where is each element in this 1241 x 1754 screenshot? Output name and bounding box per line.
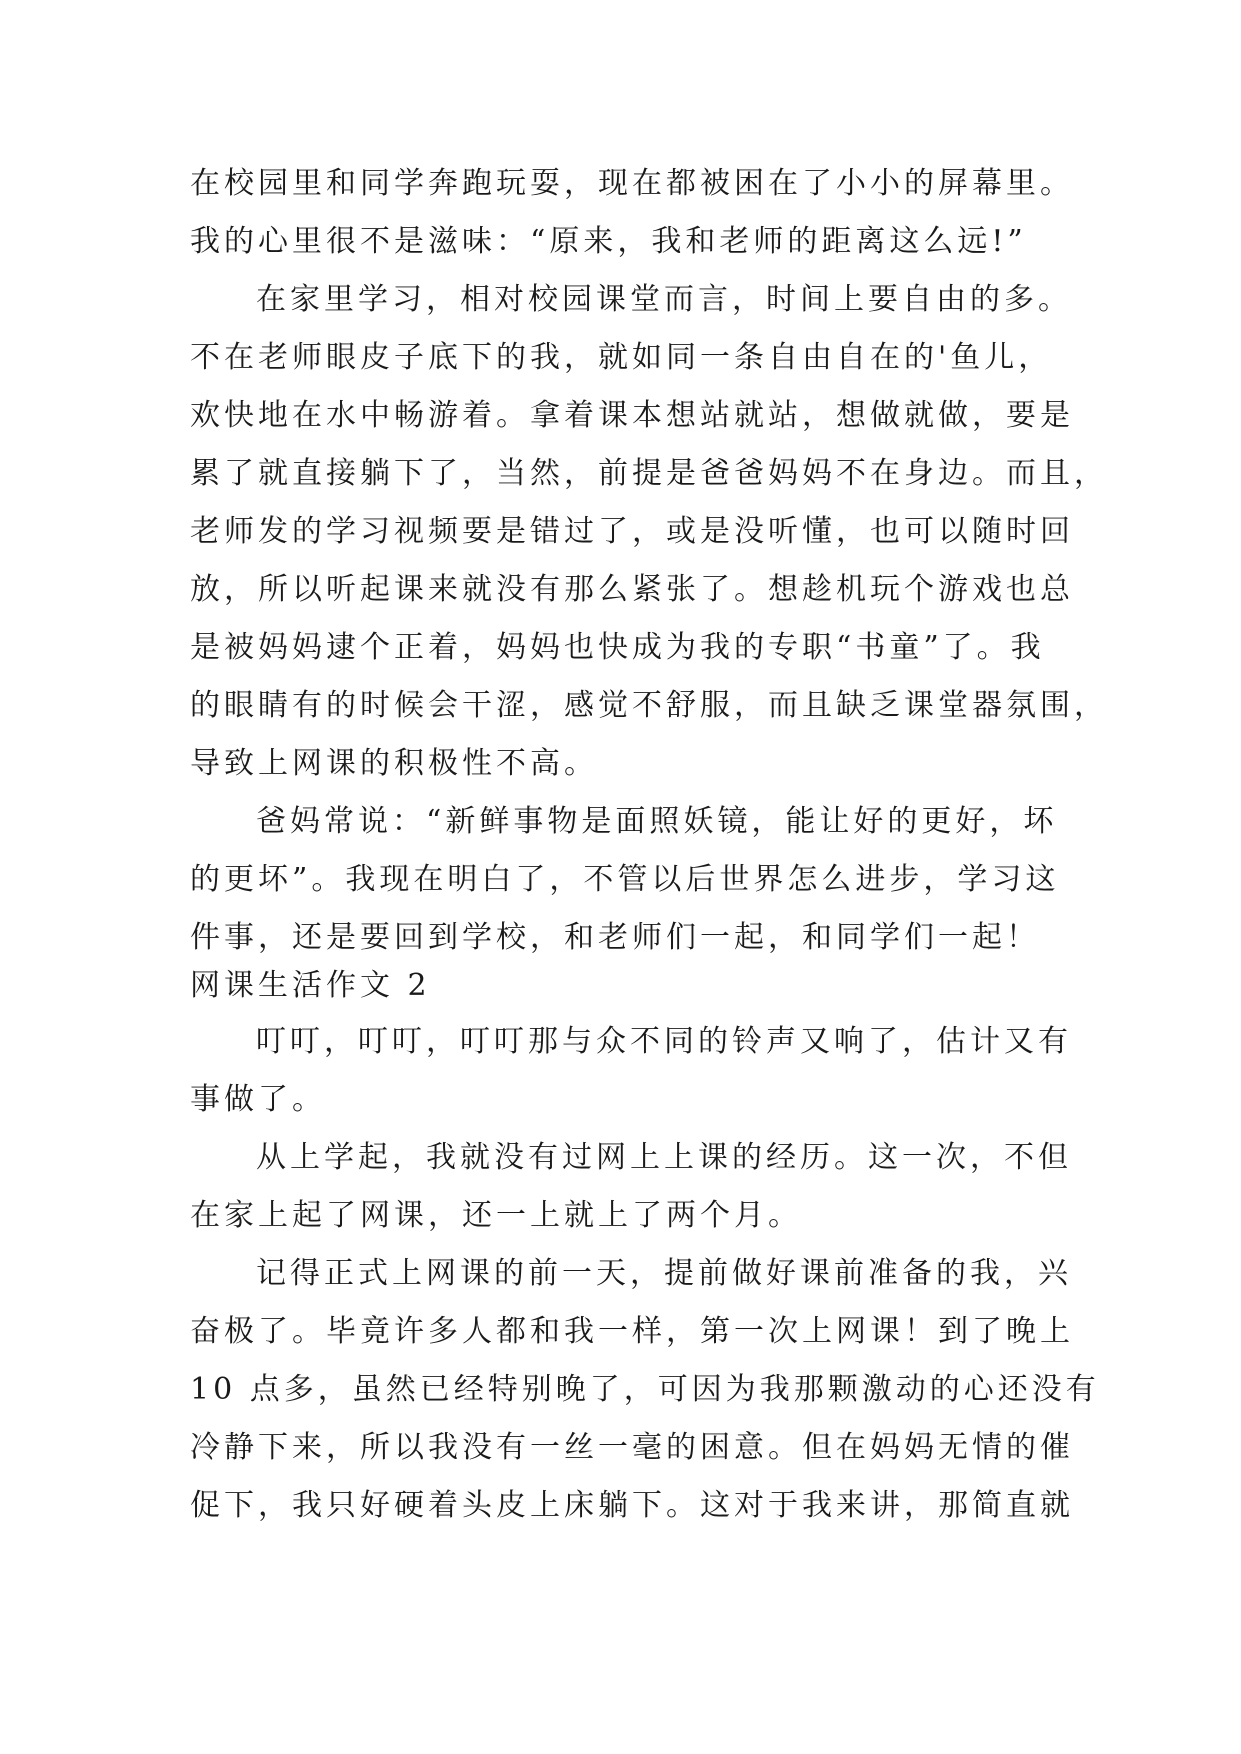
text-line: 促下，我只好硬着头皮上床躺下。这对于我来讲，那简直就 [190,1488,1074,1523]
text-line: 导致上网课的积极性不高。 [190,746,598,781]
text-line: 累了就直接躺下了，当然，前提是爸爸妈妈不在身边。而且， [190,456,1108,491]
text-line: 放，所以听起课来就没有那么紧张了。想趁机玩个游戏也总 [190,572,1074,607]
text-line: 奋极了。毕竟许多人都和我一样，第一次上网课！到了晚上 [190,1314,1074,1349]
text-line: 10 点多，虽然已经特别晚了，可因为我那颗激动的心还没有 [190,1372,1100,1407]
paragraph-first-line: 在家里学习，相对校园课堂而言，时间上要自由的多。 [256,282,1072,317]
section-heading: 网课生活作文 2 [190,968,431,1003]
paragraph-first-line: 从上学起，我就没有过网上上课的经历。这一次，不但 [256,1140,1072,1175]
text-line: 我的心里很不是滋味：“原来，我和老师的距离这么远!” [190,224,1027,259]
text-line: 的更坏”。我现在明白了，不管以后世界怎么进步，学习这 [190,862,1060,897]
text-line: 在校园里和同学奔跑玩耍，现在都被困在了小小的屏幕里。 [190,166,1074,201]
paragraph-first-line: 记得正式上网课的前一天，提前做好课前准备的我，兴 [256,1256,1072,1291]
text-line: 是被妈妈逮个正着，妈妈也快成为我的专职“书童”了。我 [190,630,1045,665]
paragraph-first-line: 叮叮，叮叮，叮叮那与众不同的铃声又响了，估计又有 [256,1024,1072,1059]
text-line: 欢快地在水中畅游着。拿着课本想站就站，想做就做，要是 [190,398,1074,433]
text-line: 件事，还是要回到学校，和老师们一起，和同学们一起！ [190,920,1040,955]
text-line: 不在老师眼皮子底下的我，就如同一条自由自在的'鱼儿， [190,340,1053,375]
text-line: 事做了。 [190,1082,326,1117]
paragraph-first-line: 爸妈常说：“新鲜事物是面照妖镜，能让好的更好，坏 [256,804,1058,839]
text-line: 老师发的学习视频要是错过了，或是没听懂，也可以随时回 [190,514,1074,549]
text-line: 的眼睛有的时候会干涩，感觉不舒服，而且缺乏课堂器氛围， [190,688,1108,723]
text-line: 冷静下来，所以我没有一丝一毫的困意。但在妈妈无情的催 [190,1430,1074,1465]
text-line: 在家上起了网课，还一上就上了两个月。 [190,1198,802,1233]
